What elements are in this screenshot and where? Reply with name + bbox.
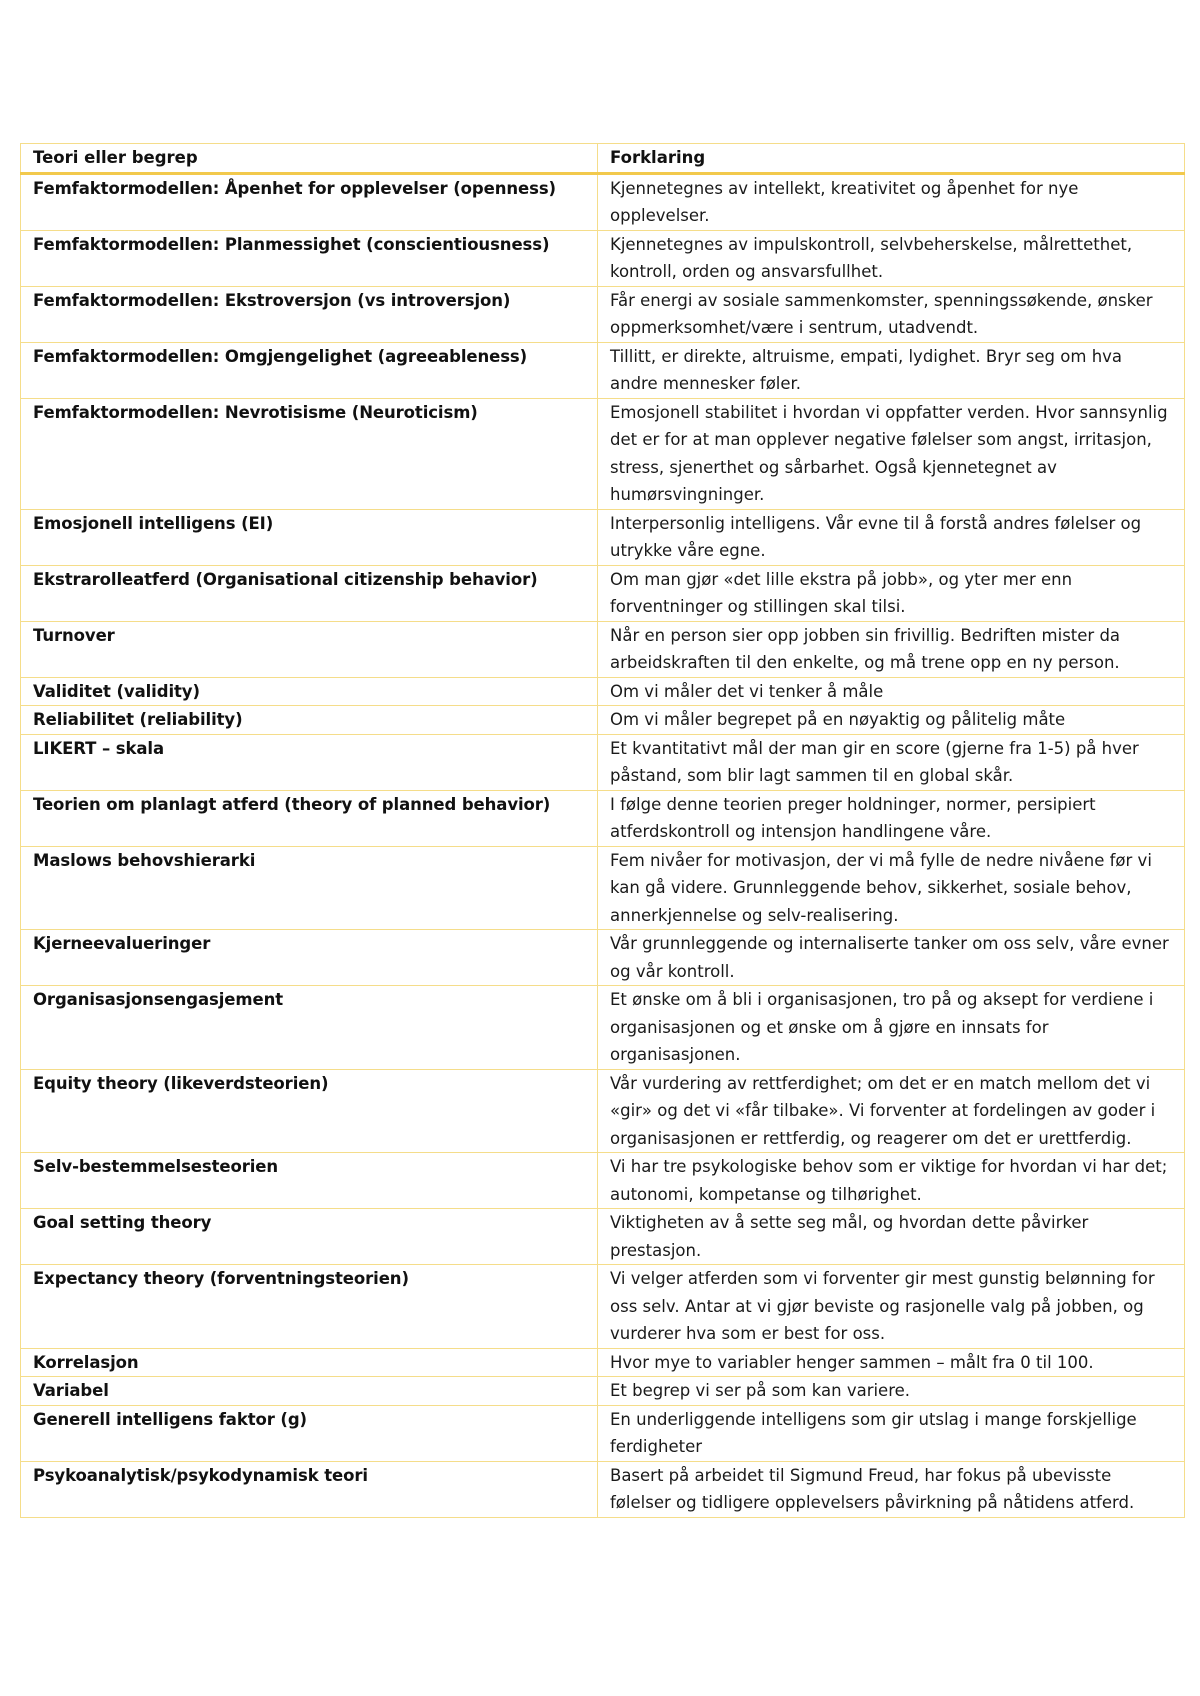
table-body bbox=[21, 173, 1185, 1517]
explanation-cell: Kjennetegnes av impulskontroll, selvbeherskelse, målrettethet, kontroll, orden og ansvarsfullhet. bbox=[598, 230, 1185, 286]
table-row bbox=[21, 1153, 1185, 1209]
explanation-cell: Om vi måler det vi tenker å måle bbox=[598, 677, 1185, 706]
explanation-cell: I følge denne teorien preger holdninger, normer, persipiert atferdskontroll og intensjon handlingene våre. bbox=[598, 790, 1185, 846]
explanation-cell: Når en person sier opp jobben sin frivillig. Bedriften mister da arbeidskraften til den enkelte, og må trene opp en ny person. bbox=[598, 621, 1185, 677]
term-cell: Femfaktormodellen: Omgjengelighet (agreeableness) bbox=[21, 342, 598, 398]
table-row bbox=[21, 173, 1185, 230]
table-row bbox=[21, 986, 1185, 1070]
term-cell: Femfaktormodellen: Nevrotisisme (Neuroticism) bbox=[21, 398, 598, 509]
table-row bbox=[21, 846, 1185, 930]
table-row bbox=[21, 286, 1185, 342]
term-cell: Turnover bbox=[21, 621, 598, 677]
explanation-cell: Viktigheten av å sette seg mål, og hvordan dette påvirker prestasjon. bbox=[598, 1209, 1185, 1265]
explanation-cell: En underliggende intelligens som gir utslag i mange forskjellige ferdigheter bbox=[598, 1405, 1185, 1461]
explanation-cell: Om man gjør «det lille ekstra på jobb», og yter mer enn forventninger og stillingen skal tilsi. bbox=[598, 565, 1185, 621]
explanation-cell: Kjennetegnes av intellekt, kreativitet og åpenhet for nye opplevelser. bbox=[598, 173, 1185, 230]
explanation-cell: Vår vurdering av rettferdighet; om det er en match mellom det vi «gir» og det vi «får tilbake». Vi forventer at fordelingen av goder i organisasjonen er rettferdig, og reagerer om det er urettferdig. bbox=[598, 1069, 1185, 1153]
explanation-cell: Et begrep vi ser på som kan variere. bbox=[598, 1377, 1185, 1406]
table-row bbox=[21, 565, 1185, 621]
term-cell: Selv-bestemmelsesteorien bbox=[21, 1153, 598, 1209]
table-row bbox=[21, 1209, 1185, 1265]
header-term: Teori eller begrep bbox=[21, 144, 598, 174]
term-cell: Kjerneevalueringer bbox=[21, 930, 598, 986]
term-cell: LIKERT – skala bbox=[21, 734, 598, 790]
term-cell: Expectancy theory (forventningsteorien) bbox=[21, 1265, 598, 1349]
glossary-table bbox=[20, 143, 1185, 1518]
explanation-cell: Et kvantitativt mål der man gir en score (gjerne fra 1-5) på hver påstand, som blir lagt sammen til en global skår. bbox=[598, 734, 1185, 790]
table-row bbox=[21, 734, 1185, 790]
table-row bbox=[21, 230, 1185, 286]
explanation-cell: Om vi måler begrepet på en nøyaktig og pålitelig måte bbox=[598, 706, 1185, 735]
term-cell: Teorien om planlagt atferd (theory of planned behavior) bbox=[21, 790, 598, 846]
explanation-cell: Vi velger atferden som vi forventer gir mest gunstig belønning for oss selv. Antar at vi gjør beviste og rasjonelle valg på jobben, og vurderer hva som er best for oss. bbox=[598, 1265, 1185, 1349]
term-cell: Femfaktormodellen: Planmessighet (conscientiousness) bbox=[21, 230, 598, 286]
header-row bbox=[21, 144, 1185, 174]
table-row bbox=[21, 1069, 1185, 1153]
term-cell: Variabel bbox=[21, 1377, 598, 1406]
explanation-cell: Interpersonlig intelligens. Vår evne til å forstå andres følelser og utrykke våre egne. bbox=[598, 509, 1185, 565]
explanation-cell: Vi har tre psykologiske behov som er viktige for hvordan vi har det; autonomi, kompetanse og tilhørighet. bbox=[598, 1153, 1185, 1209]
term-cell: Psykoanalytisk/psykodynamisk teori bbox=[21, 1461, 598, 1517]
table-row bbox=[21, 1461, 1185, 1517]
table-row bbox=[21, 706, 1185, 735]
explanation-cell: Fem nivåer for motivasjon, der vi må fylle de nedre nivåene før vi kan gå videre. Grunnleggende behov, sikkerhet, sosiale behov, annerkjennelse og selv-realisering. bbox=[598, 846, 1185, 930]
table-header bbox=[21, 144, 1185, 174]
table-row bbox=[21, 398, 1185, 509]
table-row bbox=[21, 342, 1185, 398]
table-row bbox=[21, 509, 1185, 565]
term-cell: Validitet (validity) bbox=[21, 677, 598, 706]
explanation-cell: Emosjonell stabilitet i hvordan vi oppfatter verden. Hvor sannsynlig det er for at man opplever negative følelser som angst, irritasjon, stress, sjenerthet og sårbarhet. Også kjennetegnet av humørsvingninger. bbox=[598, 398, 1185, 509]
explanation-cell: Vår grunnleggende og internaliserte tanker om oss selv, våre evner og vår kontroll. bbox=[598, 930, 1185, 986]
header-explanation: Forklaring bbox=[598, 144, 1185, 174]
table-row bbox=[21, 790, 1185, 846]
explanation-cell: Tillitt, er direkte, altruisme, empati, lydighet. Bryr seg om hva andre mennesker føler. bbox=[598, 342, 1185, 398]
explanation-cell: Får energi av sosiale sammenkomster, spenningssøkende, ønsker oppmerksomhet/være i sentrum, utadvendt. bbox=[598, 286, 1185, 342]
term-cell: Femfaktormodellen: Åpenhet for opplevelser (openness) bbox=[21, 173, 598, 230]
term-cell: Ekstrarolleatferd (Organisational citizenship behavior) bbox=[21, 565, 598, 621]
explanation-cell: Basert på arbeidet til Sigmund Freud, har fokus på ubevisste følelser og tidligere opplevelsers påvirkning på nåtidens atferd. bbox=[598, 1461, 1185, 1517]
term-cell: Femfaktormodellen: Ekstroversjon (vs introversjon) bbox=[21, 286, 598, 342]
explanation-cell: Et ønske om å bli i organisasjonen, tro på og aksept for verdiene i organisasjonen og et ønske om å gjøre en innsats for organisasjonen. bbox=[598, 986, 1185, 1070]
table-row bbox=[21, 1348, 1185, 1377]
table-row bbox=[21, 1377, 1185, 1406]
term-cell: Maslows behovshierarki bbox=[21, 846, 598, 930]
term-cell: Goal setting theory bbox=[21, 1209, 598, 1265]
term-cell: Reliabilitet (reliability) bbox=[21, 706, 598, 735]
term-cell: Generell intelligens faktor (g) bbox=[21, 1405, 598, 1461]
term-cell: Korrelasjon bbox=[21, 1348, 598, 1377]
table-row bbox=[21, 1265, 1185, 1349]
table-row bbox=[21, 1405, 1185, 1461]
term-cell: Organisasjonsengasjement bbox=[21, 986, 598, 1070]
explanation-cell: Hvor mye to variabler henger sammen – målt fra 0 til 100. bbox=[598, 1348, 1185, 1377]
term-cell: Emosjonell intelligens (EI) bbox=[21, 509, 598, 565]
table-row bbox=[21, 677, 1185, 706]
table-row bbox=[21, 930, 1185, 986]
table-row bbox=[21, 621, 1185, 677]
term-cell: Equity theory (likeverdsteorien) bbox=[21, 1069, 598, 1153]
